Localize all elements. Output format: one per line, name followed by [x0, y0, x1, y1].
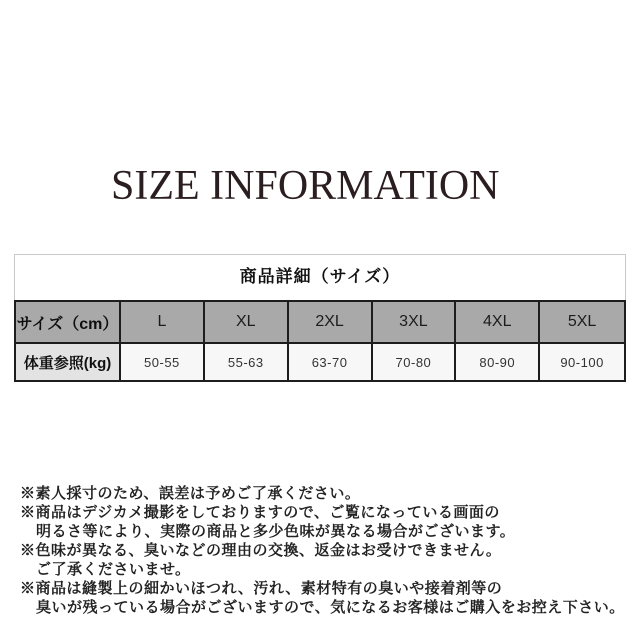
table-grid: [14, 300, 626, 382]
size-col-header: 4XL: [456, 302, 540, 344]
size-col-header: L: [121, 302, 205, 344]
page-title: SIZE INFORMATION: [111, 163, 500, 209]
note-line: 明るさ等により、実際の商品と多少色味が異なる場合がございます。: [36, 523, 516, 540]
size-table: [14, 254, 626, 382]
note-line: ※商品はデジカメ撮影をしておりますので、ご覧になっている画面の: [20, 504, 500, 521]
weight-value: 90-100: [540, 344, 624, 380]
size-col-header: 3XL: [373, 302, 457, 344]
weight-value: 55-63: [205, 344, 289, 380]
weight-value: 50-55: [121, 344, 205, 380]
size-col-header: 5XL: [540, 302, 624, 344]
weight-value: 70-80: [373, 344, 457, 380]
note-line: ※商品は縫製上の細かいほつれ、汚れ、素材特有の臭いや接着剤等の: [20, 580, 503, 597]
note-line: ※色味が異なる、臭いなどの理由の交換、返金はお受けできません。: [20, 542, 502, 559]
weight-row-label: 体重参照(kg): [16, 344, 121, 380]
disclaimer-notes: [20, 484, 632, 617]
table-caption: 商品詳細（サイズ）: [14, 254, 626, 300]
size-col-header: XL: [205, 302, 289, 344]
weight-value: 63-70: [289, 344, 373, 380]
note-line: ※素人採寸のため、誤差は予めご了承ください。: [20, 485, 361, 502]
weight-value: 80-90: [456, 344, 540, 380]
note-line: ご了承くださいませ。: [36, 561, 191, 578]
note-line: 臭いが残っている場合がございますので、気になるお客様はご購入をお控え下さい。: [36, 599, 625, 616]
size-col-header: 2XL: [289, 302, 373, 344]
size-row-label: サイズ（cm）: [16, 302, 121, 344]
